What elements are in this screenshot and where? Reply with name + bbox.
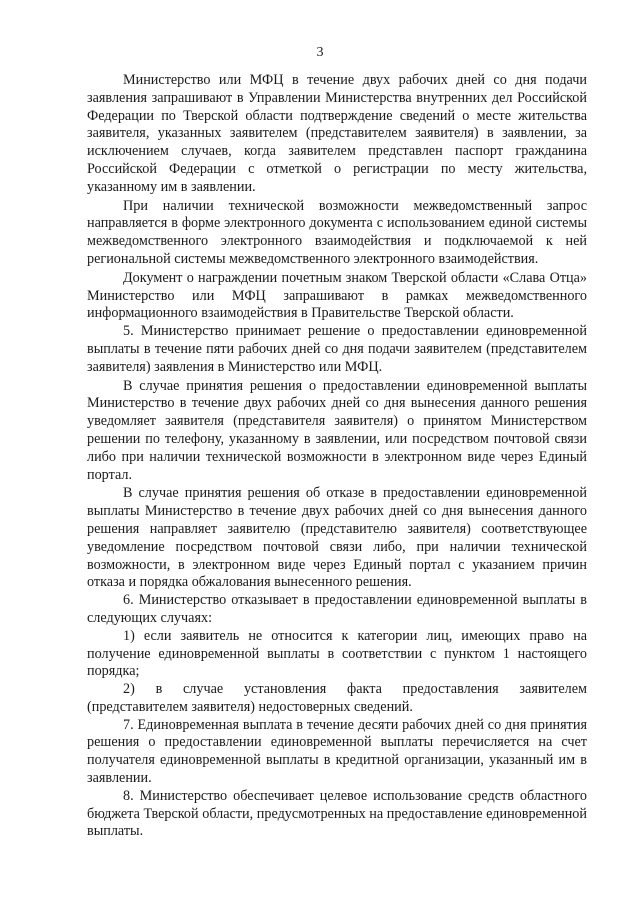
paragraph-item-7: 7. Единовременная выплата в течение десяти рабочих дней со дня принятия решения о предоставлении единовременной выплаты перечисляется на счет получателя единовременной выплаты в кредитной организации, указанный им в заявлении. — [87, 716, 587, 787]
document-body — [87, 72, 587, 841]
paragraph-item-8: 8. Министерство обеспечивает целевое использование средств областного бюджета Тверской области, предусмотренных на предоставление единовременной выплаты. — [87, 787, 587, 840]
paragraph-refusal-notice: В случае принятия решения об отказе в предоставлении единовременной выплаты Министерство в течение двух рабочих дней со дня вынесения данного решения направляет заявителю (представителю заявителя) соответствующее уведомление посредством почтовой связи либо, при наличии технической возможности, в электронном виде через Единый портал с указанием причин отказа и порядка обжалования вынесенного решения. — [87, 485, 587, 591]
paragraph-mvd-request: Министерство или МФЦ в течение двух рабочих дней со дня подачи заявления запрашивают в Управлении Министерства внутренних дел Российской Федерации по Тверской области подтверждение сведений о месте жительства заявителя, указанных заявителем (представителем заявителя) в заявлении, за исключением случаев, когда заявителем представлен паспорт гражданина Российской Федерации с отметкой о регистрации по месту жительства, указанному им в заявлении. — [87, 72, 587, 195]
paragraph-item-5: 5. Министерство принимает решение о предоставлении единовременной выплаты в течение пяти рабочих дней со дня подачи заявителем (представителем заявителя) заявления в Министерство или МФЦ. — [87, 323, 587, 375]
paragraph-item-6: 6. Министерство отказывает в предоставлении единовременной выплаты в следующих случаях: — [87, 592, 587, 626]
paragraph-electronic-request: При наличии технической возможности межведомственный запрос направляется в форме электронного документа с использованием единой системы межведомственного электронного взаимодействия и подключаемой к ней региональной системы межведомственного электронного взаимодействия. — [87, 197, 587, 267]
paragraph-award-document: Документ о награждении почетным знаком Тверской области «Слава Отца» Министерство или МФЦ запрашивают в рамках межведомственного информационного взаимодействия в Правительстве Тверской области. — [87, 269, 587, 322]
paragraph-refusal-reason-2: 2) в случае установления факта предоставления заявителем (представителем заявителя) недостоверных сведений. — [87, 681, 587, 715]
page-number: 3 — [316, 45, 324, 60]
paragraph-approval-notice: В случае принятия решения о предоставлении единовременной выплаты Министерство в течение двух рабочих дней со дня вынесения данного решения уведомляет заявителя (представителя заявителя) о принятом Министерством решении по телефону, указанному в заявлении, или посредством почтовой связи либо при наличии технической возможности в электронном виде через Единый портал. — [87, 377, 587, 483]
paragraph-refusal-reason-1: 1) если заявитель не относится к категории лиц, имеющих право на получение единовременной выплаты в соответствии с пунктом 1 настоящего порядка; — [87, 627, 587, 680]
